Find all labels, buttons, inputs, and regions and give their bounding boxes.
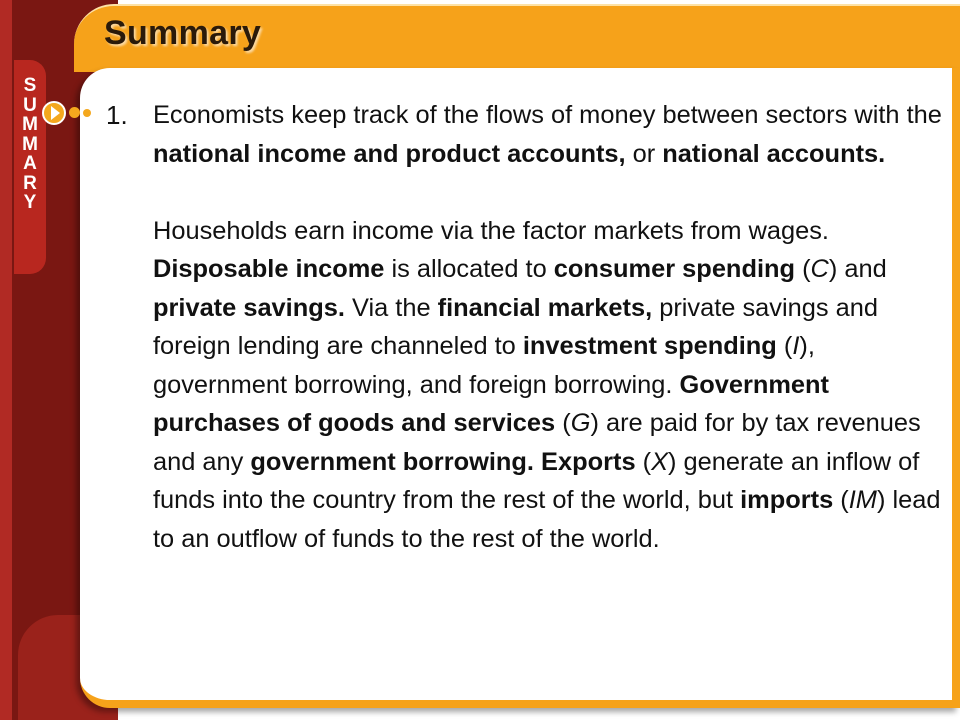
text-run: Via the (344, 293, 438, 322)
slide-title: Summary (104, 14, 262, 52)
bullet-dot-small-icon (83, 109, 91, 117)
text-run: ) generate an inflow of funds into the country from the rest of the world, but (153, 447, 920, 514)
text-run: ( (795, 255, 811, 283)
bold-term: Exports (541, 447, 636, 476)
text-run: ( (833, 486, 849, 514)
side-tab-letter: R (23, 172, 37, 194)
bold-term: consumer spending (553, 255, 796, 283)
bold-term: Disposable income (153, 255, 385, 283)
side-tab-letter: Y (23, 192, 37, 213)
text-run: ( (555, 409, 571, 437)
text-run: ) lead to an outflow of funds to the rest of the world. (153, 486, 941, 553)
italic-symbol: C (810, 255, 829, 283)
italic-symbol: I (792, 332, 800, 360)
text-run: or (625, 139, 663, 168)
play-arrow-icon (51, 106, 60, 120)
text-run: ) and (828, 255, 887, 283)
side-tab-letter: U (23, 94, 37, 116)
text-run: Economists keep track of the flows of money between sectors with the (153, 101, 942, 129)
bold-term: national accounts. (662, 139, 886, 168)
summary-item-body (153, 96, 943, 558)
italic-symbol: X (651, 447, 669, 476)
bold-term: national income and product accounts, (153, 139, 626, 168)
text-run: Households earn income via the factor markets from wages. (153, 216, 829, 245)
bold-term: financial markets, (437, 293, 653, 322)
bold-term: Government purchases of goods and services (153, 370, 830, 437)
side-tab-letter: M (22, 114, 38, 135)
italic-symbol: G (570, 409, 591, 437)
text-run: ( (635, 447, 652, 476)
list-item-number: 1. (106, 100, 128, 130)
bullet-dot-icon (69, 107, 80, 118)
italic-symbol: IM (848, 486, 877, 514)
summary-side-tab-letters (14, 76, 46, 213)
bold-term: government borrowing. (250, 447, 534, 476)
side-tab-letter: S (23, 75, 37, 96)
side-tab-letter: M (22, 133, 38, 155)
text-run: is allocated to (384, 255, 554, 283)
bold-term: investment spending (522, 332, 777, 360)
text-run: ( (776, 332, 793, 360)
text-run (534, 448, 541, 476)
summary-paragraph-2 (153, 212, 943, 559)
text-run: ), government borrowing, and foreign borrowing. (153, 332, 815, 399)
summary-paragraph-1 (153, 96, 943, 173)
bold-term: private savings. (153, 293, 345, 322)
bold-term: imports (740, 486, 834, 514)
text-run: private savings and foreign lending are channeled to (153, 293, 878, 360)
side-tab-letter: A (23, 153, 37, 174)
text-run: ) are paid for by tax revenues and any (153, 409, 921, 476)
